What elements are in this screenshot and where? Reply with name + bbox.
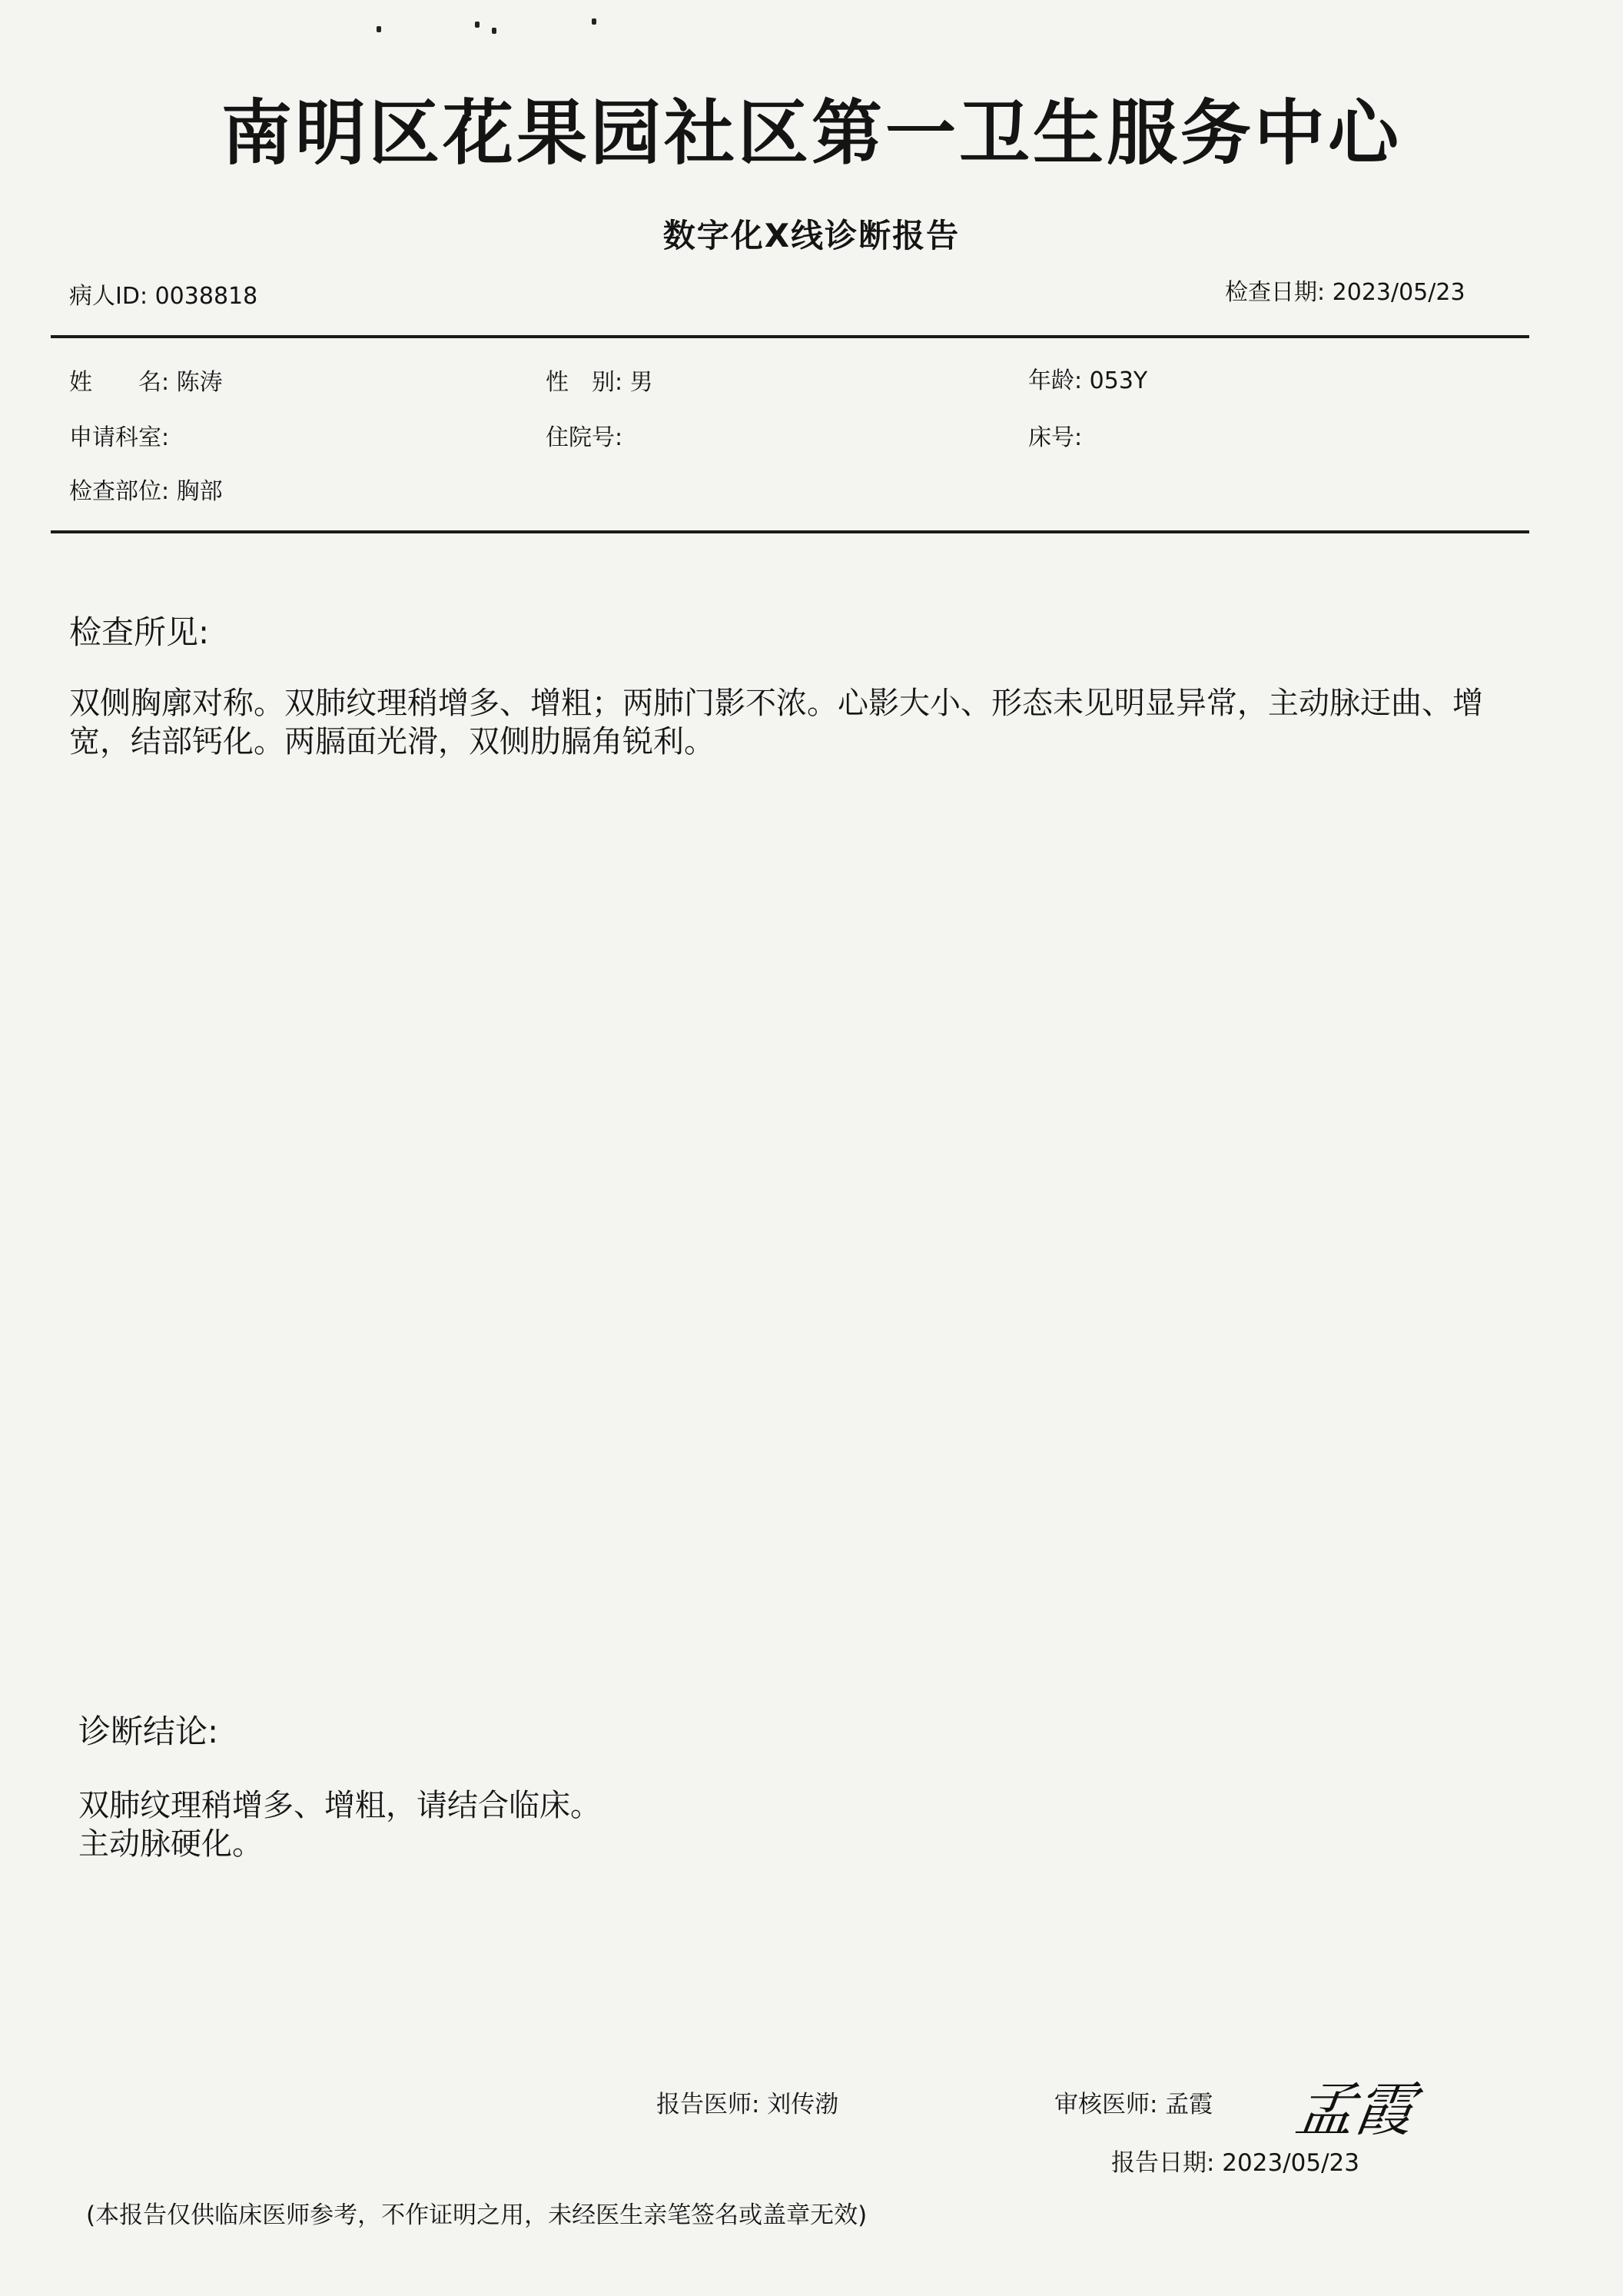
patient-sex: 性 别: 男 — [546, 369, 653, 396]
report-title: 数字化X线诊断报告 — [662, 217, 961, 254]
info-divider — [51, 530, 1529, 533]
conclusion-line: 主动脉硬化。 — [78, 1826, 263, 1862]
exam-site: 检查部位: 胸部 — [69, 478, 223, 505]
header-divider — [51, 335, 1529, 338]
inpatient-number: 住院号: — [546, 424, 623, 451]
report-date: 报告日期: 2023/05/23 — [1111, 2149, 1359, 2177]
reporting-doctor: 报告医师: 刘传渤 — [656, 2091, 839, 2118]
hospital-name: 南明区花果园社区第一卫生服务中心 — [221, 92, 1402, 174]
speck — [492, 28, 496, 34]
department: 申请科室: — [69, 424, 170, 451]
reviewing-doctor: 审核医师: 孟霞 — [1054, 2091, 1213, 2118]
disclaimer-footnote: (本报告仅供临床医师参考，不作证明之用，未经医生亲笔签名或盖章无效) — [86, 2201, 868, 2229]
exam-date: 检查日期: 2023/05/23 — [1225, 279, 1465, 306]
findings-heading: 检查所见: — [69, 613, 210, 651]
patient-age: 年龄: 053Y — [1028, 367, 1148, 394]
findings-text: 双侧胸廓对称。双肺纹理稍增多、增粗；两肺门影不浓。心影大小、形态未见明显异常，主动脉迂曲、增宽，结部钙化。两膈面光滑，双侧肋膈角锐利。 — [69, 686, 1483, 759]
conclusion-line: 双肺纹理稍增多、增粗，请结合临床。 — [78, 1788, 601, 1823]
handwritten-signature: 孟霞 — [1291, 2075, 1419, 2144]
patient-id: 病人ID: 0038818 — [69, 283, 258, 310]
speck — [377, 26, 381, 32]
bed-number: 床号: — [1028, 424, 1083, 451]
conclusion-heading: 诊断结论: — [78, 1713, 219, 1750]
patient-name: 姓 名: 陈涛 — [69, 369, 223, 396]
speck — [592, 18, 596, 25]
speck — [475, 22, 480, 28]
scan-specks — [377, 17, 607, 40]
